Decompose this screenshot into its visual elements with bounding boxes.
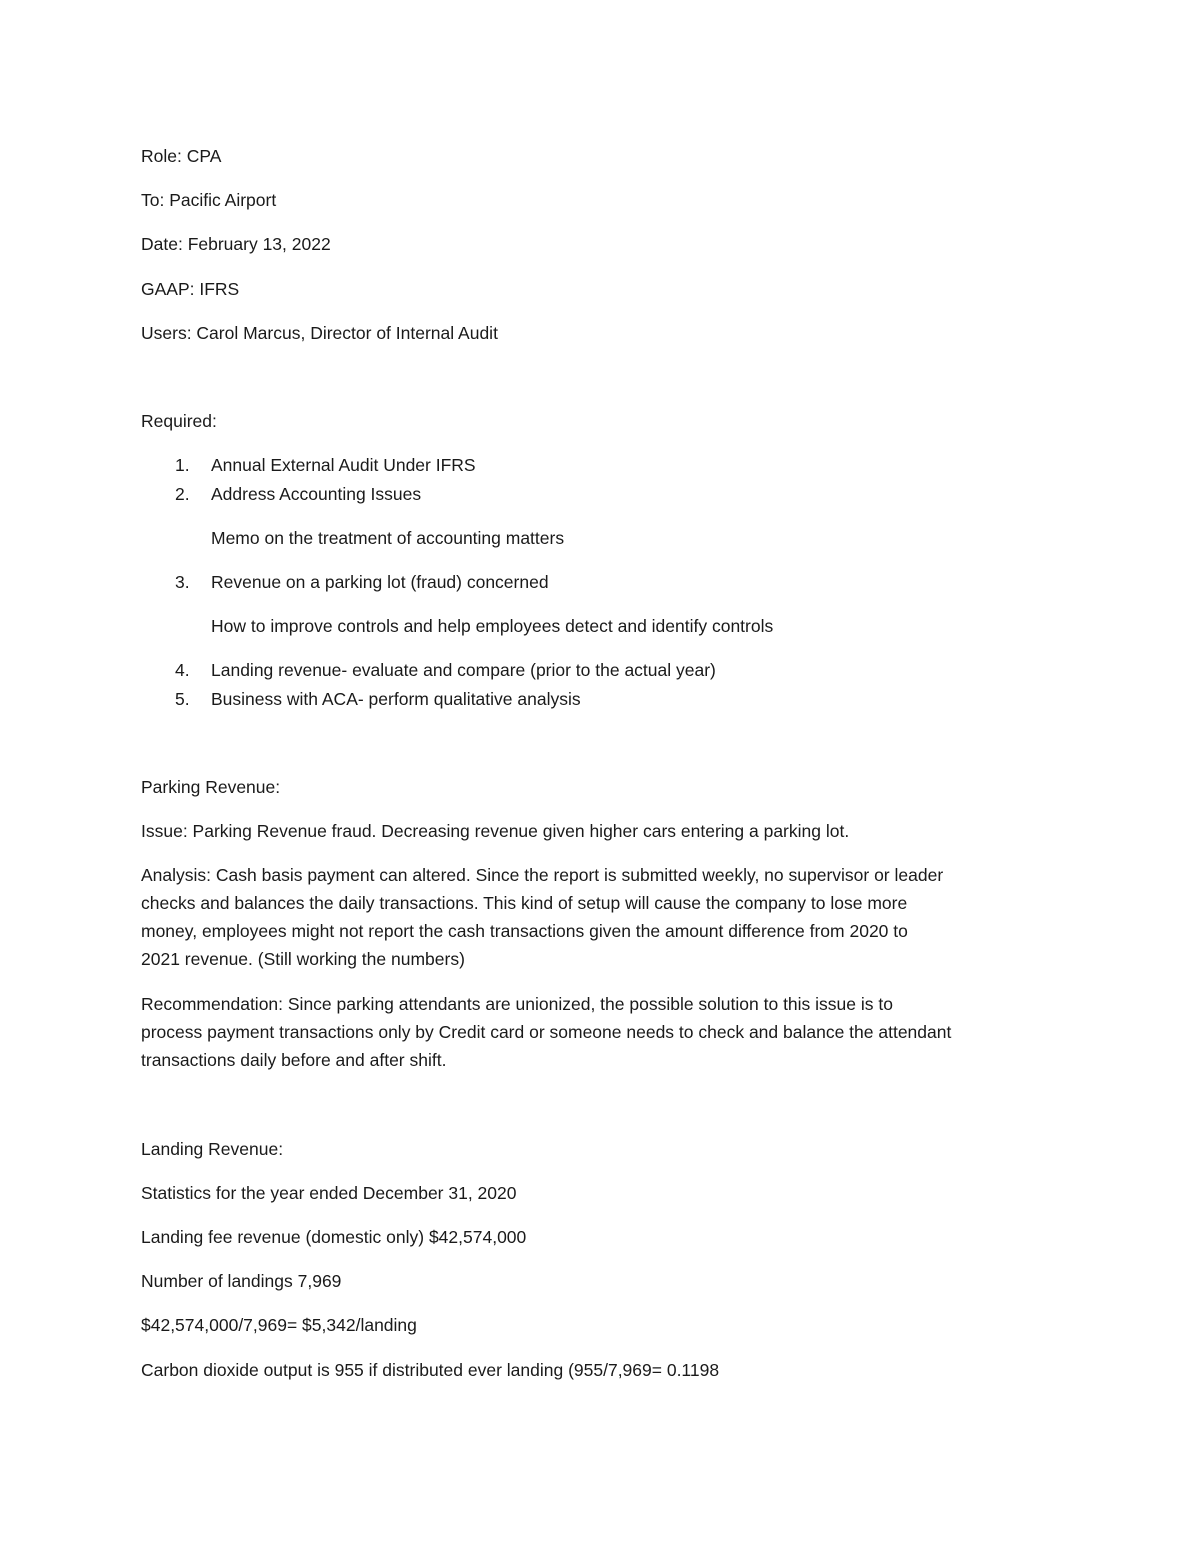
gaap-line: GAAP: IFRS: [141, 279, 240, 299]
list-text: Landing revenue- evaluate and compare (prior to the actual year): [211, 660, 716, 680]
list-item: [175, 685, 581, 713]
recommendation-line: Recommendation: Since parking attendants are unionized, the possible solution to this issue is to: [141, 994, 893, 1014]
list-item: [175, 451, 476, 479]
role-line: Role: CPA: [141, 146, 222, 166]
list-number: 4.: [175, 660, 190, 680]
list-number: 2.: [175, 484, 190, 504]
list-text: Address Accounting Issues: [211, 484, 422, 504]
required-heading: Required:: [141, 411, 217, 431]
analysis-line: 2021 revenue. (Still working the numbers): [141, 949, 465, 969]
list-text: Annual External Audit Under IFRS: [211, 455, 476, 475]
landing-heading: Landing Revenue:: [141, 1139, 284, 1159]
parking-heading: Parking Revenue:: [141, 777, 281, 797]
landing-carbon: Carbon dioxide output is 955 if distributed ever landing (955/7,969= 0.1198: [141, 1360, 720, 1380]
users-line: Users: Carol Marcus, Director of Internal Audit: [141, 323, 498, 343]
list-item: [175, 568, 549, 596]
date-line: Date: February 13, 2022: [141, 234, 331, 254]
landing-per-landing: $42,574,000/7,969= $5,342/landing: [141, 1315, 417, 1335]
parking-issue: Issue: Parking Revenue fraud. Decreasing revenue given higher cars entering a parking lot.: [141, 821, 850, 841]
recommendation-line: process payment transactions only by Credit card or someone needs to check and balance the attendant: [141, 1022, 952, 1042]
list-item: [175, 480, 421, 508]
list-number: 3.: [175, 572, 190, 592]
list-note: Memo on the treatment of accounting matters: [211, 528, 565, 548]
landing-fee-revenue: Landing fee revenue (domestic only) $42,574,000: [141, 1227, 527, 1247]
list-number: 1.: [175, 455, 190, 475]
landing-statistics: Statistics for the year ended December 31, 2020: [141, 1183, 517, 1203]
to-line: To: Pacific Airport: [141, 190, 277, 210]
recommendation-line: transactions daily before and after shift.: [141, 1050, 447, 1070]
landing-count: Number of landings 7,969: [141, 1271, 342, 1291]
list-item: [175, 656, 716, 684]
list-note: How to improve controls and help employees detect and identify controls: [211, 616, 774, 636]
list-number: 5.: [175, 689, 190, 709]
list-text: Revenue on a parking lot (fraud) concerned: [211, 572, 549, 592]
analysis-line: Analysis: Cash basis payment can altered. Since the report is submitted weekly, no supervisor or leader: [141, 865, 944, 885]
analysis-line: checks and balances the daily transactions. This kind of setup will cause the company to lose more: [141, 893, 908, 913]
list-text: Business with ACA- perform qualitative analysis: [211, 689, 581, 709]
analysis-line: money, employees might not report the cash transactions given the amount difference from 2020 to: [141, 921, 908, 941]
